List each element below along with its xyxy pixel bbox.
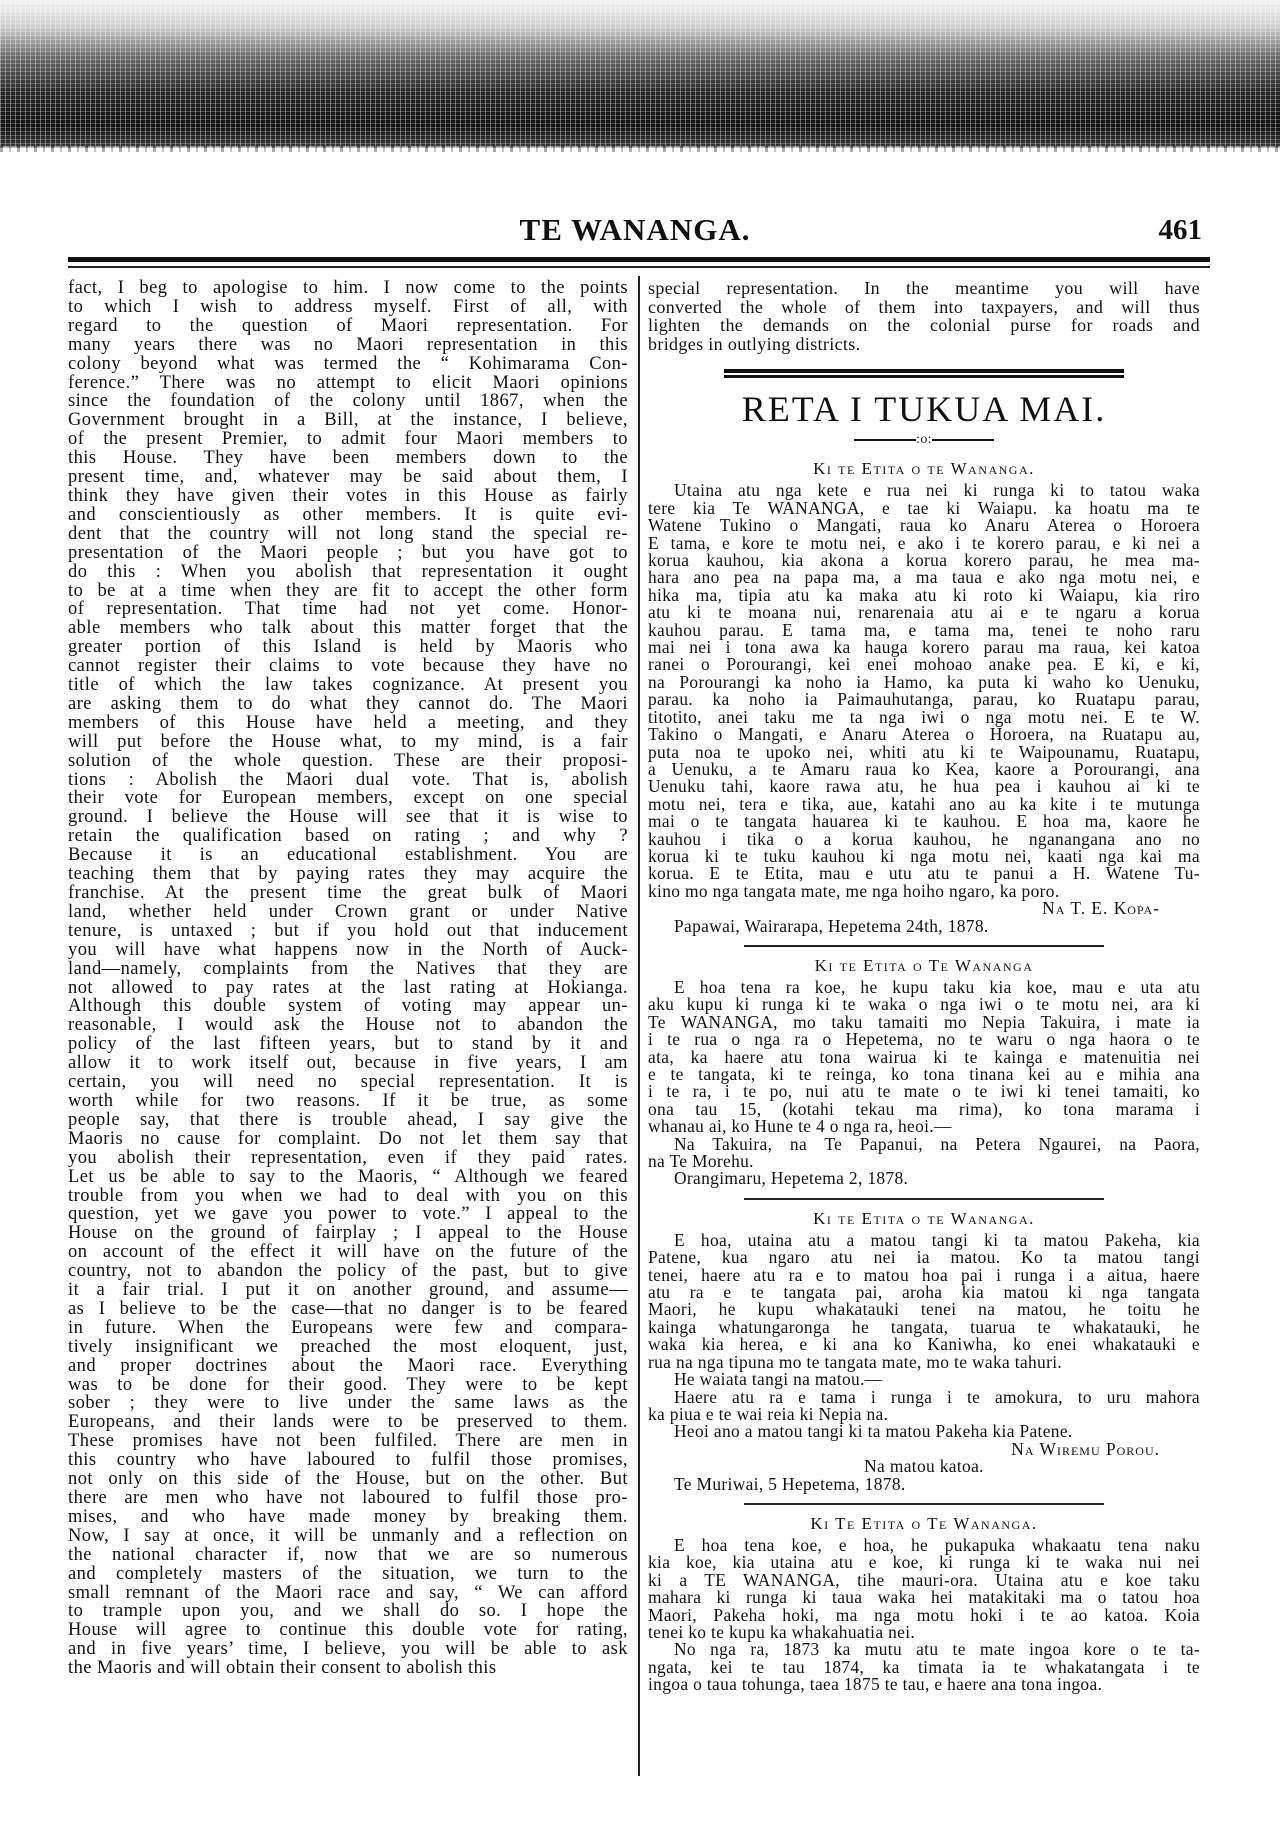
text-line: cannot register their claims to vote because they have no [68,656,628,677]
text-line: special representation. In the meantime you will have [648,278,1200,298]
text-line: Watene Tukino o Mangati, raua ko Anaru Aterea o Horoera [648,515,1200,536]
text-line: land—namely, complaints from the Natives that they are [68,958,628,979]
text-line: retain the qualification based on rating ; and why ? [68,826,628,847]
article-rule [724,369,1124,375]
ornament-divider [648,431,1200,448]
letter-divider-rule [744,1198,1104,1200]
text-line: think they have given their votes in this House as fairly [68,485,628,506]
text-line: hara ano pea na papa ma, a ma taua e ako nga motu nei, e [648,567,1200,588]
text-line: He waiata tangi na matou.— [674,1369,883,1390]
text-line: Although this double system of voting may appear un- [68,996,628,1017]
text-line: ngata, kei te tau 1874, ka timata ia te whakatangata i te [648,1656,1200,1677]
text-line: korua ki te tuku kauhou ki nga motu nei, kaati nga kai ma [648,845,1200,866]
text-line: it a fair trial. I put it on another ground, and assume— [68,1280,628,1301]
text-line: you will have what happens now in the North of Auck- [68,939,628,960]
text-line: this House. They have been members down to the [68,448,628,469]
letter-heading: Ki te Etita o Te Wananga [814,955,1034,975]
text-line: fact, I beg to apologise to him. I now come to the points [68,278,628,298]
scan-artifact-edge [0,146,1280,152]
intro-paragraph [648,279,1200,353]
text-line: and completely masters of the situation, we turn to the [68,1563,628,1584]
text-line: kia koe, kia utaina atu e koe, ki runga ki te waka nui nei [648,1552,1200,1573]
text-line: since the foundation of the colony until 1867, when the [68,391,628,412]
page-number: 461 [1158,214,1202,246]
text-line: ona tau 15, (kotahi tekau ma rima), ko tona marama i [648,1098,1200,1119]
text-line: regard to the question of Maori representation. For [68,315,628,336]
text-line: this country who have laboured to fulfil those promises, [68,1450,628,1471]
letter-closing: Na matou katoa. [864,1456,984,1477]
text-line: ranei o Porourangi, kei enei mohoao anake pea. E ki, e ki, [648,654,1200,675]
text-line: members of this House have held a meeting, and they [68,712,628,733]
text-line: parau. ka noho ia Paimauhutanga, parau, ko Ruatapu parau, [648,689,1200,710]
text-line: kauhou parau. E tama ma, e tama ma, tenei te noho raru [648,619,1200,640]
text-line: waka kia herea, e ki ana ko Kaniwha, ko enei whakatauki e [648,1334,1200,1355]
paragraph [648,1386,1200,1424]
column-divider [638,276,640,1776]
text-line: Because it is an educational establishment. You are [68,845,628,866]
text-line: policy of the last fifteen years, but to stand by it and [68,1034,628,1055]
text-line: mai o te tangata hauarea ki te kauhou. E hoa ma, kaore he [648,811,1200,832]
letter [648,1198,1200,1493]
text-line: solution of the whole question. These are their proposi- [68,750,628,771]
text-line: tions : Abolish the Maori dual vote. That is, abolish [68,769,628,790]
text-line: are asking them to do what they cannot do. The Maori [68,693,628,714]
text-line: bridges in outlying districts. [648,333,861,354]
paragraph [648,976,1200,1137]
letters [648,458,1200,1693]
text-line: able members who talk about this matter forget that the [68,618,628,639]
right-column [648,279,1200,1694]
text-line: E hoa tena koe, e hoa, he pukapuka whakaatu tena naku [674,1534,1200,1555]
text-line: tenure, is untaxed ; but if you hold out that inducement [68,920,628,941]
text-line: Te WANANGA, mo taku tamaiti mo Nepia Takuira, i mate ia [648,1011,1200,1032]
text-line: land, whether held under Crown grant or under Native [68,901,628,922]
text-line: House will agree to continue this double vote for rating, [68,1620,628,1641]
text-line: present time, and, whatever may be said about them, I [68,467,628,488]
text-line: na Porourangi ka noho ia Hamo, ka puta ki waho ko Uenuku, [648,671,1200,692]
text-line: These promises have not been fulfiled. There are men in [68,1431,628,1452]
text-line: the Maoris and will obtain their consent to abolish this [68,1658,497,1679]
text-line: titotito, anei taku me ta nga iwi o nga motu nei. E te W. [648,706,1200,727]
letter [648,1503,1200,1694]
text-line: and proper doctrines about the Maori race. Everything [68,1355,628,1376]
text-line: certain, you will need no special representation. It is [68,1072,628,1093]
text-line: people say, that there is trouble ahead, I say give the [68,1109,628,1130]
text-line: Europeans, and their lands were to be preserved to them. [68,1412,628,1433]
text-line: lighten the demands on the colonial purse for roads and [648,315,1200,335]
text-line: whanau ai, ko Hune te 4 o nga ra, heoi.— [648,1116,952,1137]
text-line: aku kupu ki runga ki te waka o nga iwi o te motu nei, ara ki [648,994,1200,1015]
text-line: No nga ra, 1873 ka mutu atu te mate ingoa kore o te ta- [674,1639,1200,1660]
text-line: Maori, he kupu whakatauki tenei na matou, he toitu he [648,1299,1200,1320]
text-line: tere kia Te WANANGA, e tae ki Waiapu. ka hoatu ma te [648,497,1200,518]
text-line: teaching them that by paying rates they may acquire the [68,864,628,885]
header-rule-thick [68,257,1210,262]
text-line: i te rua o nga ra o Hepetema, no te waru o nga haora o te [648,1029,1200,1050]
text-line: kino mo nga tangata mate, me nga hoiho ngaro, ka poro. [648,880,1060,901]
text-line: ingoa o taua tohunga, taea 1875 te tau, e haere ana tona ingoa. [648,1674,1103,1695]
paragraph [648,1641,1200,1693]
text-line: sober ; they were to live under the same laws as the [68,1393,628,1414]
text-line: was to be done for their good. They were to be kept [68,1374,628,1395]
text-line: E hoa, utaina atu a matou tangi ki ta matou Pakeha, kia [674,1229,1200,1250]
text-line: many years there was no Maori representation in this [68,334,628,355]
text-line: franchise. At the present time the great bulk of Maori [68,883,628,903]
ornament-bar-right [932,439,994,441]
text-line: worth while for two reasons. If it be true, as some [68,1090,628,1111]
text-line: and conscientiously as other members. It is quite evi- [68,504,628,525]
text-line: ki a TE WANANGA, tihe mauri-ora. Utaina atu e koe taku [648,1569,1200,1590]
letter-signature: Na Wiremu Porou. [1011,1438,1160,1459]
text-line: Government brought in a Bill, at the instance, I believe, [68,410,628,431]
letter-heading: Ki Te Etita o Te Wananga. [810,1513,1038,1533]
text-line: puta noa te upoko nei, whiti atu ki te Waipounamu, Ruatapu, [648,741,1200,762]
text-line: the national character if, now that we are so numerous [68,1544,628,1565]
text-line: Now, I say at once, it will be unmanly and a reflection on [68,1525,628,1546]
text-line: Maoris no cause for complaint. Do not let them say that [68,1128,628,1149]
scan-artifact-band [0,0,1280,148]
text-line: not only on this side of the House, but on the other. But [68,1469,628,1490]
letter-divider-rule [744,945,1104,947]
ornament-text: :o: [916,432,932,447]
text-line: Utaina atu nga kete e rua nei ki runga ki to tatou waka [674,480,1200,501]
text-line: in future. When the Europeans were few and compara- [68,1317,628,1338]
text-line: reasonable, I would ask the House not to abandon the [68,1015,628,1036]
text-line: motu nei, tera e tika, aue, katahi ano au ka kite i te mutunga [648,793,1200,814]
text-line: of representation. That time had not yet come. Honor- [68,599,628,620]
text-line: their vote for European members, except on one special [68,788,628,809]
letter-dateline: Papawai, Wairarapa, Hepetema 24th, 1878. [674,915,989,936]
text-line: korua kauhou, kia akona a korua korero parau, he mea ma- [648,550,1200,571]
text-line: rua na nga tipuna mo te tangata mate, mo te waka tahuri. [648,1351,1063,1372]
paragraph [648,482,1200,900]
text-line: allow it to work itself out, because in five years, I am [68,1053,628,1074]
text-line: Haere atu ra e tama i runga i te amokura, to uru mahora [674,1386,1200,1407]
text-line: Takino o Mangati, e Anaru Aterea o Horoera, na Ruatapu au, [648,724,1200,745]
text-line: presentation of the Maori people ; but you have got to [68,542,628,563]
newspaper-title: TE WANANGA. [519,212,751,247]
text-line: as I believe to be the case—that no danger is to be feared [68,1298,628,1319]
text-line: E hoa tena ra koe, he kupu taku kia koe, mau e uta atu [674,976,1200,997]
paragraph [648,1371,1200,1388]
text-line: i te ra, i te po, nui atu te mate o te iwi ki tenei tamaiti, ko [648,1081,1200,1102]
text-line: E tama, e kore te motu nei, e ako i te korero parau, e ki nei a [648,532,1200,553]
text-line: colony beyond what was termed the “ Kohimarama Con- [68,353,628,374]
text-line: mahara ki runga ki taua waka hei matakitaki ma o tatou hoa [648,1587,1200,1608]
left-column [68,279,628,1678]
text-line: question, yet we gave you power to vote.” I appeal to the [68,1204,628,1225]
text-line: kainga whatungaronga he tangata, tuarua te whakatauki, he [648,1316,1200,1337]
text-line: ata, ka haere atu tona wairua ki te kainga e matenuitia nei [648,1046,1200,1067]
letter-divider-rule [744,1503,1104,1505]
text-line: will put before the House what, to my mind, is a fair [68,731,628,752]
text-line: Uenuku tahi, kaore rawa atu, he hua pea i kauhou ai ki te [648,776,1200,797]
text-line: trouble from you when we had to deal with you on this [68,1185,628,1206]
paragraph [68,279,628,1678]
text-line: and in five years’ time, I believe, you will be able to ask [68,1639,628,1660]
letter-heading: Ki te Etita o te Wananga. [813,459,1035,479]
text-line: ference.” There was no attempt to elicit Maori opinions [68,372,628,393]
text-line: of the present Premier, to admit four Maori members to [68,429,628,450]
text-line: e te tangata, ki te reinga, ko tona tinana kei au e mihia ana [648,1064,1200,1084]
text-line: Maori, Pakeha hoki, ma nga motu hoki i te ao katoa. Koia [648,1604,1200,1625]
letter-dateline: Te Muriwai, 5 Hepetema, 1878. [674,1473,906,1494]
text-line: na Te Morehu. [648,1151,754,1172]
paragraph [648,1534,1200,1642]
letter-heading: Ki te Etita o te Wananga. [813,1208,1035,1228]
text-line: dent that the country will not long stand the special re- [68,523,628,544]
text-line: to be at a time when they are fit to accept the other form [68,580,628,601]
masthead [60,212,1210,252]
text-line: atu ra e te tangata pai, aroha kia matou ki nga tangata [648,1282,1200,1303]
text-line: to which I wish to address myself. First of all, with [68,296,628,317]
text-line: do this : When you abolish that representation it ought [68,561,628,582]
text-line: ground. I believe the House will see that it is wise to [68,807,628,828]
text-line: ka piua e te wai reia ki Nepia na. [648,1403,889,1424]
text-line: tenei ko te kupu ka whakahuatia nei. [648,1621,916,1642]
text-line: mai nei i tona awa ka hauga korero parau ma raua, kei katoa [648,637,1200,658]
text-line: greater portion of this Island is held by Maoris who [68,637,628,658]
letter-signature: Na T. E. Kopa- [1042,898,1160,919]
text-line: a Uenuku, a te Amaru raua ko Kea, kaore a Porourangi, ana [648,758,1200,779]
text-line: Let us be able to say to the Maoris, “ Although we feared [68,1166,628,1187]
text-line: korua. E te Etita, mau e utu atu te panui a H. Watene Tu- [648,863,1200,884]
letter [648,945,1200,1188]
text-line: tenei, haere atu ra e to matou hoa pai i runga i a aitua, haere [648,1264,1200,1285]
text-line: hika ma, tipia atu ka maka atu ki roto ki Waiapu, kia riro [648,584,1200,605]
text-line: Heoi ano a matou tangi ki ta matou Pakeha kia Patene. [674,1421,1073,1442]
text-line: country, not to abandon the policy of the past, but to give [68,1261,628,1282]
text-line: House on the ground of fairplay ; I appeal to the House [68,1223,628,1244]
letter [648,458,1200,935]
text-line: tively insignificant we preached the most eloquent, just, [68,1336,628,1357]
article-title: RETA I TUKUA MAI. [741,389,1107,429]
text-line: mises, and who have made money by breaking them. [68,1506,628,1527]
paragraph [648,1229,1200,1372]
text-line: there are men who have not laboured to fulfil those pro- [68,1488,628,1508]
text-line: small remnant of the Maori race and say, “ We can afford [68,1582,628,1603]
text-line: Na Takuira, na Te Papanui, na Petera Ngaurei, na Paora, [674,1133,1200,1154]
text-line: converted the whole of them into taxpayers, and will thus [648,296,1200,317]
header-rule-thin [68,266,1210,268]
ornament-bar-left [854,439,916,441]
text-line: not allowed to pay rates at the last rating at Hokianga. [68,977,628,998]
text-line: Patene, kua ngaro atu nei ia matou. Ko ta matou tangi [648,1247,1200,1268]
text-line: kauhou i tika o a korua kauhou, he nganangana ano no [648,828,1200,849]
letter-dateline: Orangimaru, Hepetema 2, 1878. [674,1168,909,1189]
text-line: atu ki te moana nui, renarenaia atu ai e te ngaru a korua [648,602,1200,623]
text-line: on account of the effect it will have on the future of the [68,1242,628,1263]
text-line: title of which the law takes cognizance. At present you [68,675,628,696]
text-line: you abolish their representation, even if they paid rates. [68,1147,628,1168]
text-line: to trample upon you, and we shall do so. I hope the [68,1601,628,1622]
paragraph [648,1133,1200,1172]
